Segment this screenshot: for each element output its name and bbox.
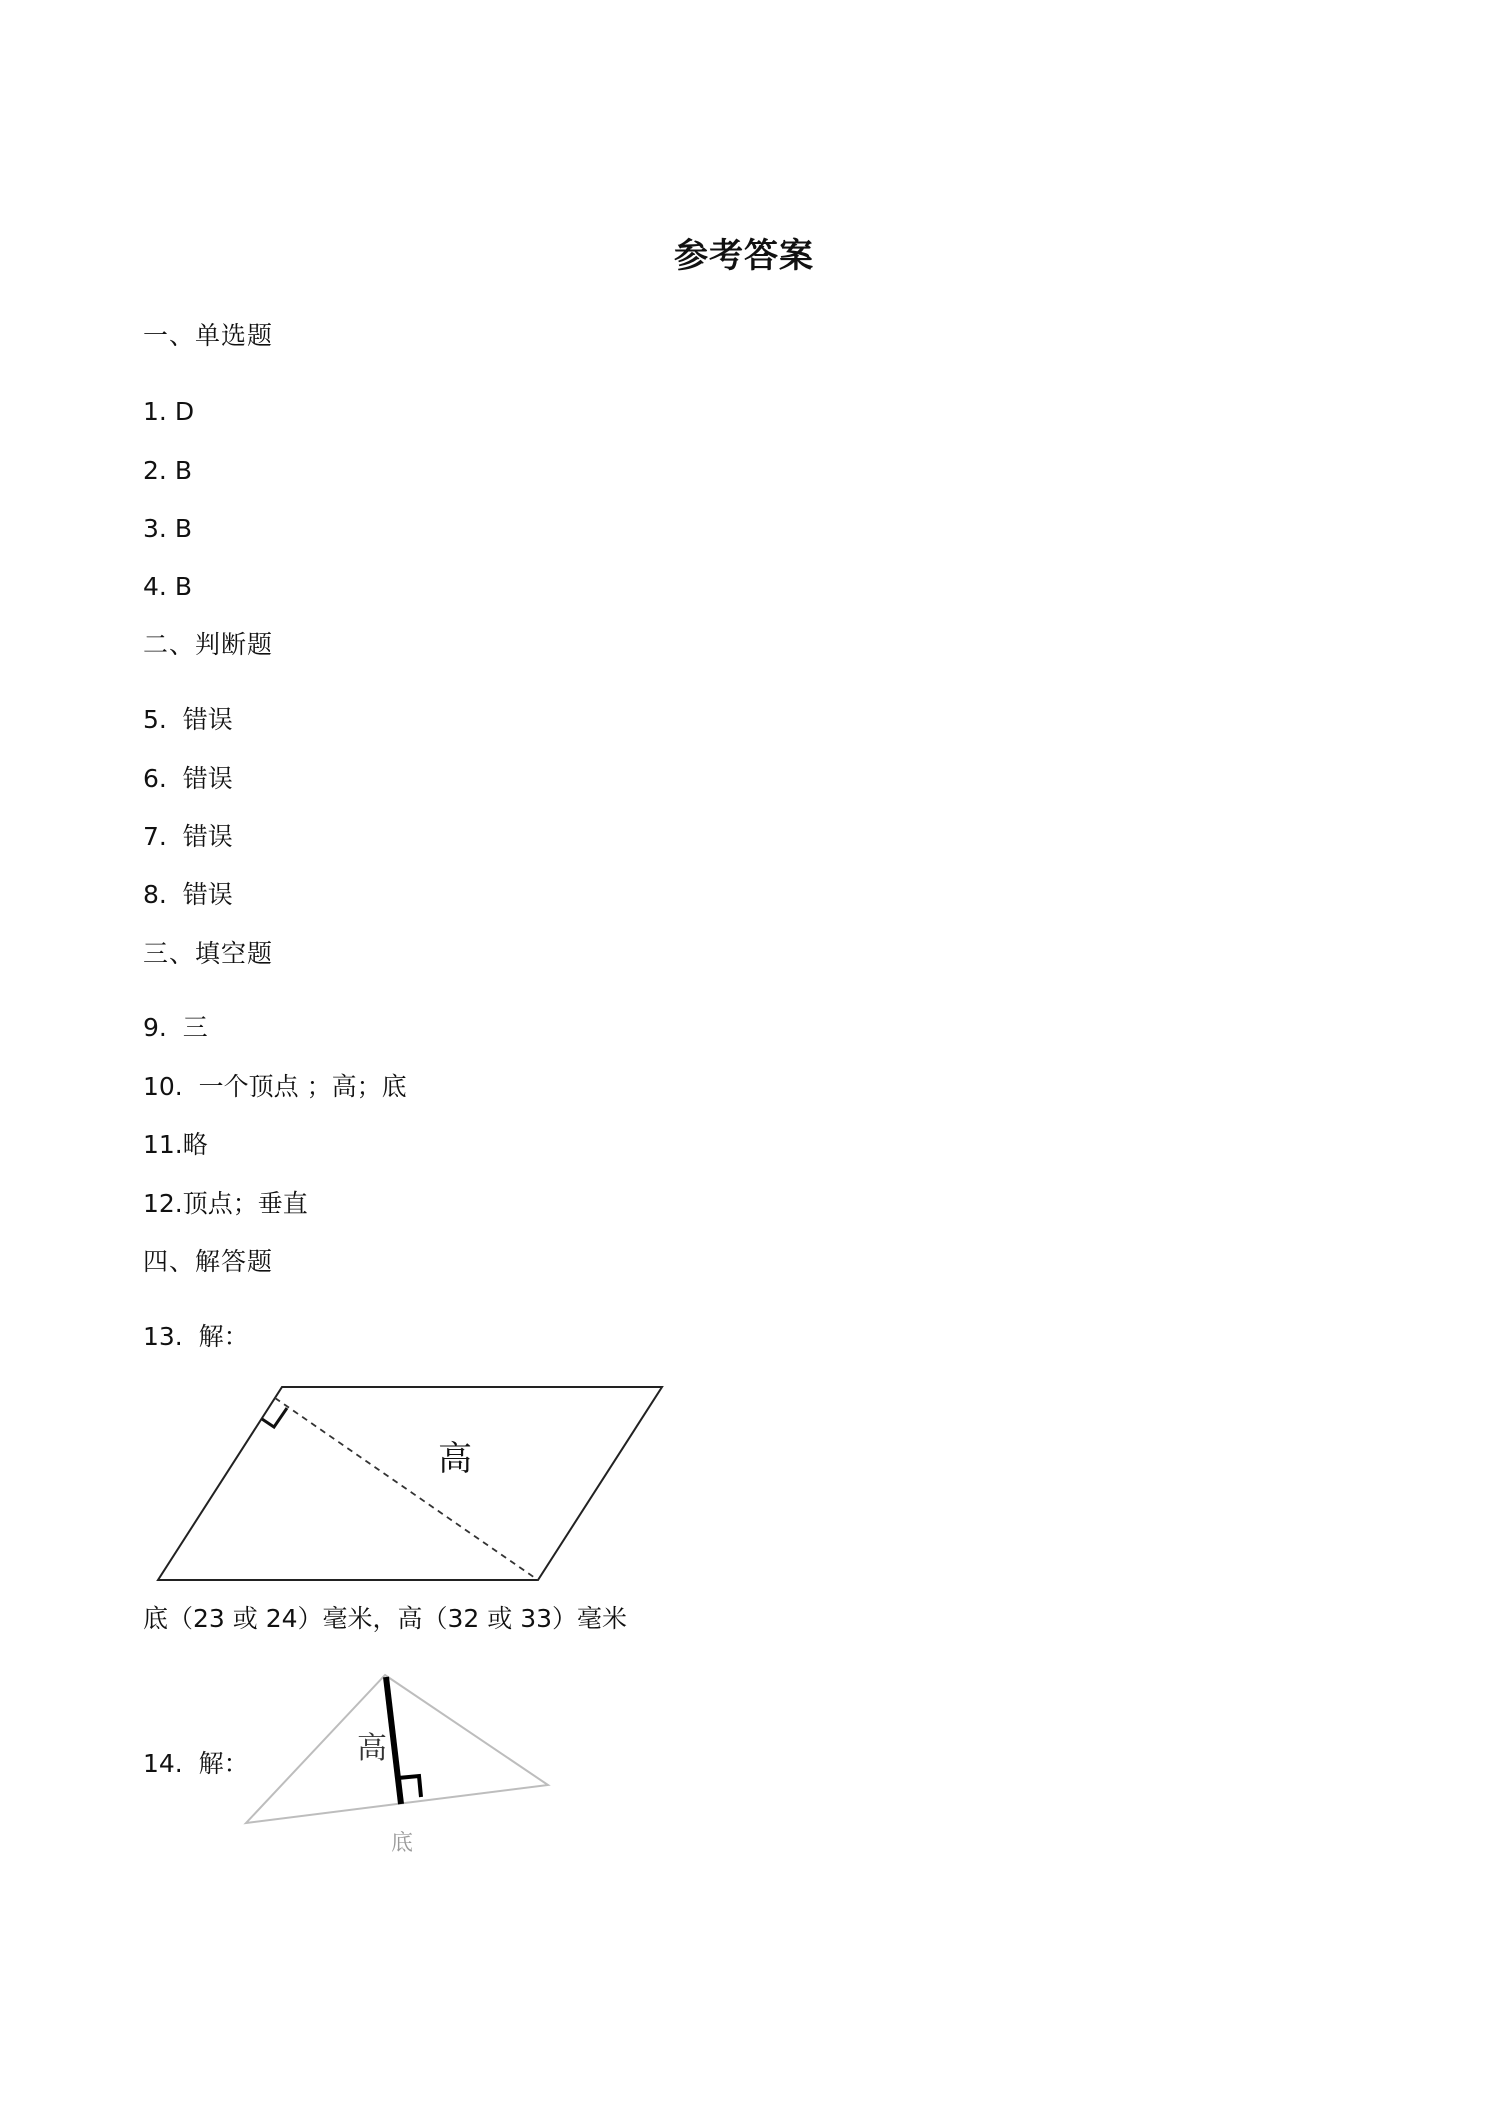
item-number: 13. xyxy=(143,1322,183,1351)
item-number: 4. xyxy=(143,572,167,601)
height-dashed-line xyxy=(275,1398,538,1580)
answer-3 xyxy=(143,513,192,545)
triangle-figure xyxy=(230,1665,560,1865)
answer-11 xyxy=(143,1129,208,1161)
height-label: 高 xyxy=(438,1439,472,1479)
answer-12 xyxy=(143,1188,308,1220)
answer-13 xyxy=(143,1321,249,1353)
parallelogram-figure xyxy=(150,1370,680,1595)
item-answer: 错误 xyxy=(182,705,233,734)
item-number: 3. xyxy=(143,514,167,543)
item-answer: 解： xyxy=(198,1749,249,1778)
answer-7 xyxy=(143,821,233,853)
section-heading-single-choice: 一、单选题 xyxy=(143,321,274,350)
item-answer: 错误 xyxy=(182,764,233,793)
section-heading-fill-blank: 三、填空题 xyxy=(143,939,274,968)
item-answer: 错误 xyxy=(182,822,233,851)
answer-6 xyxy=(143,763,233,795)
item-answer: 错误 xyxy=(182,880,233,909)
answer-9 xyxy=(143,1012,208,1044)
q13-caption: 底（23 或 24）毫米，高（32 或 33）毫米 xyxy=(143,1604,628,1633)
section-heading-true-false: 二、判断题 xyxy=(143,630,274,659)
answer-5 xyxy=(143,704,233,736)
answer-10 xyxy=(143,1071,407,1103)
item-number: 5. xyxy=(143,705,167,734)
item-answer: B xyxy=(174,572,192,601)
height-line xyxy=(386,1677,401,1804)
item-number: 2. xyxy=(143,456,167,485)
parallelogram-shape xyxy=(158,1387,662,1580)
item-answer: B xyxy=(174,456,192,485)
answer-1 xyxy=(143,396,194,428)
item-answer: 解： xyxy=(198,1322,249,1351)
item-answer: 三 xyxy=(182,1013,208,1042)
item-number: 12. xyxy=(143,1189,183,1218)
height-label: 高 xyxy=(357,1731,387,1766)
item-answer: D xyxy=(174,397,195,426)
item-number: 1. xyxy=(143,397,167,426)
section-heading-solution: 四、解答题 xyxy=(143,1247,274,1276)
item-number: 6. xyxy=(143,764,167,793)
item-answer: 一个顶点 ；高；底 xyxy=(198,1072,407,1101)
answer-2 xyxy=(143,455,192,487)
item-number: 14. xyxy=(143,1749,183,1778)
item-number: 8. xyxy=(143,880,167,909)
item-answer: B xyxy=(174,514,192,543)
item-number: 9. xyxy=(143,1013,167,1042)
item-number: 11. xyxy=(143,1130,183,1159)
base-label: 底 xyxy=(390,1831,414,1856)
page-title: 参考答案 xyxy=(674,236,814,276)
item-number: 7. xyxy=(143,822,167,851)
item-number: 10. xyxy=(143,1072,183,1101)
answer-8 xyxy=(143,879,233,911)
item-answer: 顶点；垂直 xyxy=(182,1189,308,1218)
answer-4 xyxy=(143,571,192,603)
item-answer: 略 xyxy=(182,1130,208,1159)
